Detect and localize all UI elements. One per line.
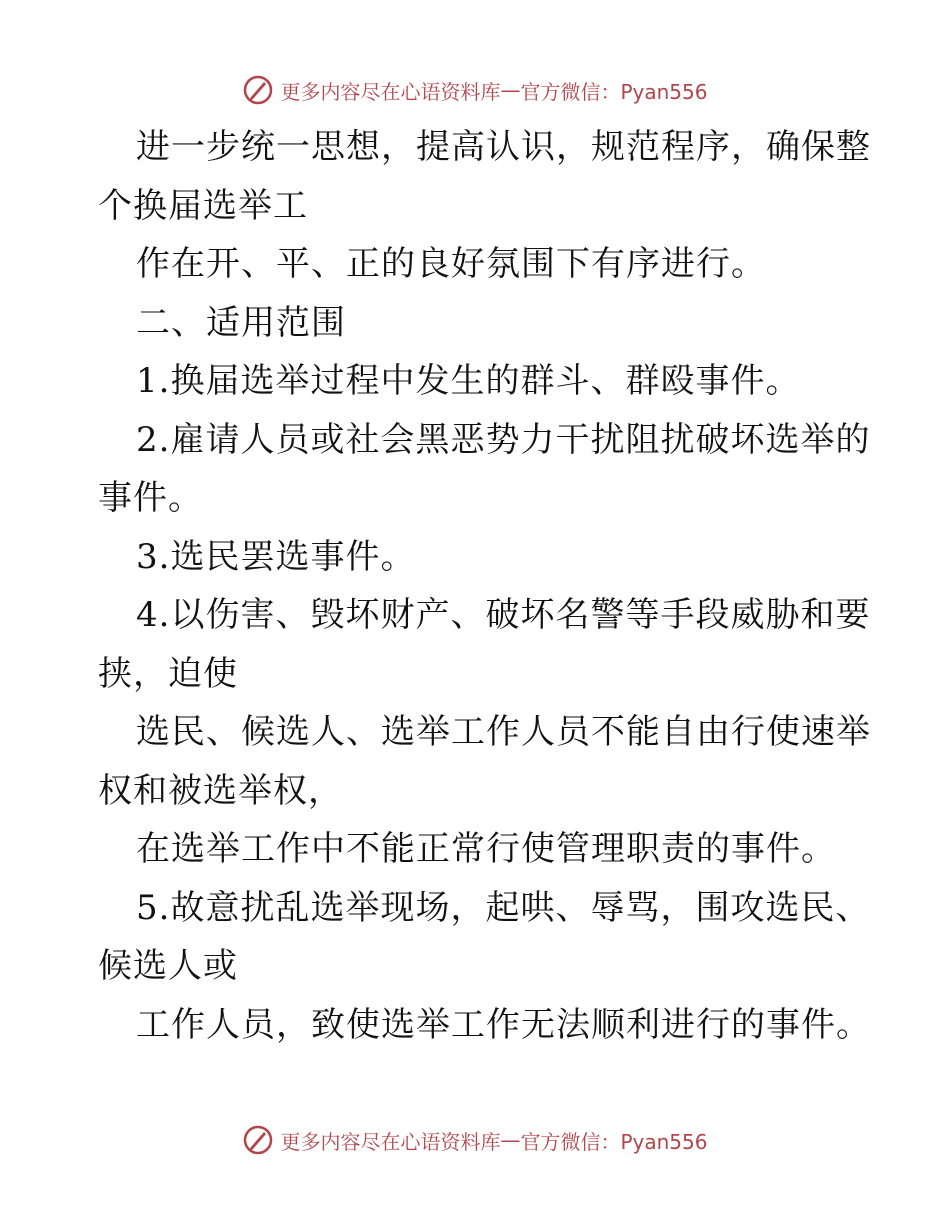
header-watermark-banner: [0, 70, 950, 110]
quill-logo-icon: [242, 1124, 274, 1156]
banner-brand-text: 更多内容尽在心语资料库: [280, 79, 501, 104]
text-line: 选民、候选人、选举工作人员不能自由行使速举: [136, 712, 871, 752]
document-body: [98, 118, 871, 1054]
banner-contact-text: 官方微信：Pyan556: [520, 79, 708, 104]
section-heading: 二、适用范围: [136, 302, 346, 343]
footer-watermark-banner: [0, 1120, 950, 1160]
banner-separator: —: [500, 1128, 521, 1152]
list-item: 1.换届选举过程中发生的群斗、群殴事件。: [136, 361, 801, 401]
text-line: 作在开、平、正的良好氛围下有序进行。: [136, 244, 766, 284]
text-line: 权和被选举权，: [98, 770, 343, 811]
banner-separator: —: [500, 78, 521, 102]
text-line: 工作人员，致使选举工作无法顺利进行的事件。: [136, 1004, 871, 1045]
text-line: 事件。: [98, 478, 203, 518]
quill-logo-icon: [242, 74, 274, 106]
text-line: 候选人或: [98, 946, 238, 986]
banner-contact-text: 官方微信：Pyan556: [520, 1129, 708, 1154]
text-line: 挟，迫使: [98, 653, 238, 694]
text-line: 个换届选举工: [98, 185, 308, 226]
text-line: 进一步统一思想，提高认识，规范程序，确保整: [136, 127, 871, 167]
list-item: 3.选民罢选事件。: [136, 536, 416, 577]
banner-brand-text: 更多内容尽在心语资料库: [280, 1129, 501, 1154]
list-item: 4.以伤害、毁坏财产、破坏名警等手段威胁和要: [136, 595, 871, 635]
text-line: 在选举工作中不能正常行使管理职责的事件。: [136, 829, 836, 869]
list-item: 5.故意扰乱选举现场，起哄、辱骂，围攻选民、: [136, 887, 871, 928]
list-item: 2.雇请人员或社会黑恶势力干扰阻扰破坏选举的: [136, 419, 871, 460]
